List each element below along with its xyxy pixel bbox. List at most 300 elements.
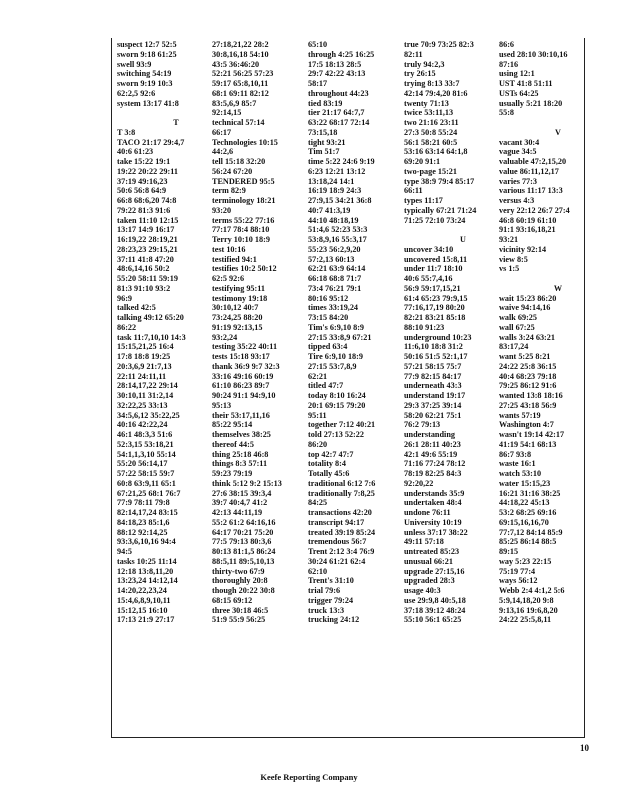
index-entry: thirty-two 67:9 bbox=[212, 566, 265, 576]
index-entry: use 29:9,8 40:5,18 bbox=[404, 595, 466, 605]
index-entry: 75:19 77:4 bbox=[499, 566, 536, 576]
index-entry: 27:6 38:15 39:3,4 bbox=[212, 488, 272, 498]
index-entry: 86:22 bbox=[117, 322, 137, 332]
index-entry: 63:22 68:17 72:14 bbox=[308, 118, 370, 127]
index-entry: thereof 44:5 bbox=[212, 439, 254, 449]
index-entry: times 33:19,24 bbox=[308, 303, 359, 313]
index-entry: told 27:13 52:22 bbox=[308, 430, 364, 439]
index-entry: 62:2,5 92:6 bbox=[117, 88, 156, 98]
index-entry: tasks 10:25 11:14 bbox=[117, 556, 177, 566]
index-entry: 53:8,9,16 55:3,17 bbox=[308, 235, 367, 244]
letter-heading: T bbox=[173, 118, 179, 127]
index-entry: 88:5,11 89:5,10,13 bbox=[212, 556, 275, 566]
index-entry: varies 77:3 bbox=[499, 176, 537, 186]
index-entry: upgrade 27:15,16 bbox=[404, 566, 465, 576]
index-entry: 62:10 bbox=[308, 566, 328, 576]
index-entry: 85:25 86:14 88:5 bbox=[499, 537, 557, 547]
index-entry: thank 36:9 9:7 32:3 bbox=[212, 361, 280, 371]
index-entry: treated 39:19 85:24 bbox=[308, 527, 376, 537]
index-entry: 57:2,13 60:13 bbox=[308, 254, 355, 264]
index-entry: upgraded 28:3 bbox=[404, 576, 455, 586]
index-entry: 55:20 58:11 59:19 bbox=[117, 274, 178, 283]
index-entry: 37:18 39:12 48:24 bbox=[404, 605, 466, 615]
index-entry: Totally 45:6 bbox=[308, 469, 350, 478]
index-entry: sworn 9:18 61:25 bbox=[117, 49, 177, 59]
index-entry: 65:10 bbox=[308, 40, 328, 49]
index-entry: 85:22 95:14 bbox=[212, 420, 253, 430]
index-entry: 62:21 63:9 64:14 bbox=[308, 264, 366, 274]
index-entry: 16:19 18:9 24:3 bbox=[308, 186, 362, 196]
index-entry: waive 94:14,16 bbox=[499, 303, 551, 313]
index-entry: 73:15 84:20 bbox=[308, 313, 349, 322]
index-entry: themselves 38:25 bbox=[212, 430, 271, 439]
index-entry: 80:13 81:1,5 86:24 bbox=[212, 547, 276, 556]
index-entry: untreated 85:23 bbox=[404, 547, 460, 556]
index-entry: underground 10:23 bbox=[404, 332, 472, 342]
index-entry: totality 8:4 bbox=[308, 459, 346, 469]
index-entry: wants 57:19 bbox=[499, 410, 541, 420]
index-entry: 33:16 49:16 60:19 bbox=[212, 371, 274, 381]
index-entry: 64:17 70:21 75:20 bbox=[212, 527, 274, 537]
index-entry: types 11:17 bbox=[404, 196, 443, 205]
index-entry: 9:13,16 19:6,8,20 bbox=[499, 605, 558, 615]
index-entry: usage 40:3 bbox=[404, 586, 441, 595]
index-entry: 82:11 bbox=[404, 49, 423, 59]
index-entry: University 10:19 bbox=[404, 517, 462, 527]
index-entry: 92:14,15 bbox=[212, 108, 242, 118]
index-entry: 55:2 61:2 64:16,16 bbox=[212, 517, 276, 527]
index-entry: sworn 9:19 10:3 bbox=[117, 79, 173, 88]
index-entry: 58:17 bbox=[308, 79, 328, 88]
index-entry: usually 5:21 18:20 bbox=[499, 98, 563, 108]
index-entry: switching 54:19 bbox=[117, 69, 172, 79]
index-entry: 86:6 bbox=[499, 40, 515, 49]
index-entry: understands 35:9 bbox=[404, 488, 465, 498]
index-entry: time 5:22 24:6 9:19 bbox=[308, 157, 375, 166]
index-entry: 16:19,22 28:19,21 bbox=[117, 235, 178, 244]
index-entry: 96:9 bbox=[117, 293, 133, 303]
index-entry: three 30:18 46:5 bbox=[212, 605, 269, 615]
index-entry: transcript 94:17 bbox=[308, 517, 365, 527]
index-entry: uncover 34:10 bbox=[404, 244, 454, 254]
index-entry: through 4:25 16:25 bbox=[308, 49, 375, 59]
index-entry: 88:12 92:14,25 bbox=[117, 527, 168, 537]
index-entry: 27:15 33:8,9 67:21 bbox=[308, 332, 372, 342]
index-entry: waste 16:1 bbox=[499, 459, 536, 469]
index-entry: T 3:8 bbox=[117, 127, 136, 137]
index-entry: uncovered 15:8,11 bbox=[404, 254, 468, 264]
index-entry: trial 79:6 bbox=[308, 586, 341, 595]
index-entry: 66:18 68:8 71:7 bbox=[308, 274, 362, 283]
index-entry: 56:1 58:21 60:5 bbox=[404, 137, 458, 147]
index-entry: 27:25 43:18 56:9 bbox=[499, 400, 557, 410]
index-entry: 89:15 bbox=[499, 547, 519, 556]
index-entry: 30:10,12 40:7 bbox=[212, 303, 259, 313]
index-entry: their 53:17,11,16 bbox=[212, 410, 270, 420]
index-entry: term 82:9 bbox=[212, 186, 246, 196]
index-entry: 55:10 56:1 65:25 bbox=[404, 615, 462, 625]
index-entry: 50:6 56:8 64:9 bbox=[117, 186, 167, 196]
index-entry: 40:6 61:23 bbox=[117, 147, 154, 157]
index-entry: Webb 2:4 4:1,2 5:6 bbox=[499, 586, 565, 595]
index-entry: 39:7 40:4,7 41:2 bbox=[212, 498, 268, 508]
page-number: 10 bbox=[580, 743, 589, 753]
index-entry: watch 53:10 bbox=[499, 469, 542, 478]
index-entry: 42:1 49:6 55:19 bbox=[404, 449, 458, 459]
index-entry: Tire 6:9,10 18:9 bbox=[308, 352, 363, 361]
index-entry: 16:21 31:16 38:25 bbox=[499, 488, 561, 498]
index-entry bbox=[499, 274, 617, 284]
index-entry: things 8:3 57:11 bbox=[212, 459, 268, 469]
index-entry: 17:13 21:9 27:17 bbox=[117, 615, 175, 625]
index-entry: twenty 71:13 bbox=[404, 98, 449, 108]
index-entry: terminology 18:21 bbox=[212, 196, 276, 205]
index-entry: versus 4:3 bbox=[499, 196, 535, 205]
index-entry: throughout 44:23 bbox=[308, 88, 369, 98]
index-entry: 43:5 36:46:20 bbox=[212, 59, 260, 69]
index-entry: 27:18,21,22 28:2 bbox=[212, 40, 269, 49]
index-entry: 24:22 25:8 36:15 bbox=[499, 361, 557, 371]
index-entry: 29:3 37:25 39:14 bbox=[404, 400, 462, 410]
index-entry: 67:21,25 68:1 76:7 bbox=[117, 488, 181, 498]
index-entry: 71:25 72:10 73:24 bbox=[404, 215, 466, 225]
index-entry: 14:20,22,23,24 bbox=[117, 586, 167, 595]
index-entry: 83:5,6,9 85:7 bbox=[212, 98, 257, 108]
index-entry: 44:10 48:18,19 bbox=[308, 215, 359, 225]
index-entry: using 12:1 bbox=[499, 69, 535, 79]
index-entry: two-page 15:21 bbox=[404, 166, 457, 176]
index-entry: 49:11 57:18 bbox=[404, 537, 444, 547]
index-entry: system 13:17 41:8 bbox=[117, 98, 179, 108]
index-entry: thing 25:18 46:8 bbox=[212, 449, 269, 459]
index-entry: very 22:12 26:7 27:4 bbox=[499, 205, 570, 215]
index-entry: 42:13 44:11,19 bbox=[212, 508, 263, 517]
index-entry: 77:17 78:4 88:10 bbox=[212, 225, 270, 235]
index-entry: 32:22,25 33:13 bbox=[117, 400, 168, 410]
index-entry: 92:20,22 bbox=[404, 478, 434, 488]
index-entry: 79:22 81:3 91:6 bbox=[117, 205, 171, 215]
index-entry: 53:2 68:25 69:16 bbox=[499, 508, 557, 517]
index-entry: 34:5,6,12 35:22,25 bbox=[117, 410, 180, 420]
index-entry: 48:6,14,16 50:2 bbox=[117, 264, 170, 274]
index-entry: 37:11 41:8 47:20 bbox=[117, 254, 174, 264]
index-entry: 83:17,24 bbox=[499, 342, 529, 352]
index-entry: tier 21:17 64:7,7 bbox=[308, 108, 365, 118]
index-entry: 82:21 83:21 85:18 bbox=[404, 313, 466, 322]
index-entry: 62:21 bbox=[308, 371, 328, 381]
index-entry: Tim 51:7 bbox=[308, 147, 340, 157]
index-entry: 28:23,23 29:15,21 bbox=[117, 244, 178, 254]
index-entry: testified 94:1 bbox=[212, 254, 257, 264]
index-entry: type 38:9 79:4 85:17 bbox=[404, 176, 475, 186]
index-entry: 15:12,15 16:10 bbox=[117, 605, 168, 615]
index-entry: 77:16,17,19 80:20 bbox=[404, 303, 465, 313]
index-entry: value 86:11,12,17 bbox=[499, 166, 559, 176]
index-entry: 94:5 bbox=[117, 547, 133, 556]
index-entry: 56:24 67:20 bbox=[212, 166, 253, 176]
index-entry: 40:16 42:22,24 bbox=[117, 420, 168, 430]
index-entry: 93:21 bbox=[499, 235, 519, 244]
index-entry: 30:8,16,18 54:10 bbox=[212, 49, 269, 59]
index-entry: USTs 64:25 bbox=[499, 88, 539, 98]
index-entry: various 11:17 13:3 bbox=[499, 186, 563, 196]
index-entry: 12:18 13:8,11,20 bbox=[117, 566, 174, 576]
index-entry: unless 37:17 38:22 bbox=[404, 527, 468, 537]
index-entry: 73:24,25 88:20 bbox=[212, 313, 263, 322]
index-entry: testing 35:22 40:11 bbox=[212, 342, 278, 352]
index-entry: 78:19 82:25 84:3 bbox=[404, 469, 462, 478]
index-entry: tell 15:18 32:20 bbox=[212, 157, 266, 166]
index-entry: 87:16 bbox=[499, 59, 519, 69]
index-entry: 54:1,1,3,10 55:14 bbox=[117, 449, 176, 459]
index-entry: 62:5 92:6 bbox=[212, 274, 245, 283]
index-entry: traditional 6:12 7:6 bbox=[308, 478, 376, 488]
index-entry bbox=[499, 118, 617, 128]
index-entry: together 7:12 40:21 bbox=[308, 420, 376, 430]
index-entry: under 11:7 18:10 bbox=[404, 264, 463, 274]
index-entry: 37:19 49:16,23 bbox=[117, 176, 168, 186]
index-entry: 44:2,6 bbox=[212, 147, 234, 157]
index-entry: 20:3,6,9 21:7,13 bbox=[117, 361, 172, 371]
index-entry: valuable 47:2,15,20 bbox=[499, 157, 567, 166]
index-entry: understanding bbox=[404, 430, 455, 439]
index-entry: want 5:25 8:21 bbox=[499, 352, 551, 361]
index-entry: task 11:7,10,10 14:3 bbox=[117, 332, 186, 342]
index-entry: 81:3 91:10 93:2 bbox=[117, 283, 171, 293]
index-entry: 17:5 18:13 28:5 bbox=[308, 59, 362, 69]
index-entry: 41:19 54:1 68:13 bbox=[499, 439, 557, 449]
index-entry: swell 93:9 bbox=[117, 59, 152, 69]
index-entry: trigger 79:24 bbox=[308, 595, 354, 605]
index-entry: 15:4,6,8,9,10,11 bbox=[117, 595, 171, 605]
index-entry: vague 34:5 bbox=[499, 147, 537, 157]
index-entry: undertaken 48:4 bbox=[404, 498, 462, 508]
index-entry: truly 94:2,3 bbox=[404, 59, 445, 69]
index-entry: 26:1 28:11 40:23 bbox=[404, 439, 461, 449]
index-column-5 bbox=[499, 40, 617, 625]
index-entry: thoroughly 20:8 bbox=[212, 576, 268, 586]
index-entry: TACO 21:17 29:4,7 bbox=[117, 137, 185, 147]
index-entry: Technologies 10:15 bbox=[212, 137, 278, 147]
index-entry: tight 93:21 bbox=[308, 137, 346, 147]
index-entry: traditionally 7:8,25 bbox=[308, 488, 375, 498]
index-entry: top 42:7 47:7 bbox=[308, 449, 354, 459]
index-entry: 90:24 91:1 94:9,10 bbox=[212, 391, 276, 400]
index-entry: 13:23,24 14:12,14 bbox=[117, 576, 178, 586]
index-entry: 57:22 58:15 59:7 bbox=[117, 469, 175, 478]
index-entry: 69:15,16,16,70 bbox=[499, 517, 549, 527]
index-entry: 5:9,14,18,20 9:8 bbox=[499, 595, 554, 605]
index-entry: 20:1 69:15 79:20 bbox=[308, 400, 366, 410]
index-entry: 73:4 76:21 79:1 bbox=[308, 283, 362, 293]
index-entry: 88:10 91:23 bbox=[404, 322, 445, 332]
index-entry: 91:19 92:13,15 bbox=[212, 322, 263, 332]
index-entry: though 20:22 30:8 bbox=[212, 586, 275, 595]
index-entry: 73:15,18 bbox=[308, 127, 338, 137]
index-entry: 93:3,6,10,16 94:4 bbox=[117, 537, 176, 547]
index-entry: 46:8 60:19 61:10 bbox=[499, 215, 557, 225]
index-entry: 6:23 12:21 13:12 bbox=[308, 166, 366, 176]
index-entry: 15:15,21,25 16:4 bbox=[117, 342, 174, 352]
index-entry: ways 56:12 bbox=[499, 576, 538, 586]
index-entry: Tim's 6:9,10 8:9 bbox=[308, 322, 365, 332]
index-entry: 59:17 65:8,10,11 bbox=[212, 79, 269, 88]
index-entry: 86:20 bbox=[308, 439, 328, 449]
index-entry: 68:15 69:12 bbox=[212, 595, 253, 605]
index-entry: 79:25 86:12 91:6 bbox=[499, 381, 557, 391]
index-entry: 51:9 55:9 56:25 bbox=[212, 615, 266, 625]
index-entry: vs 1:5 bbox=[499, 264, 520, 274]
index-entry: 91:1 93:16,18,21 bbox=[499, 225, 556, 235]
index-entry: 51:4,6 52:23 53:3 bbox=[308, 225, 368, 235]
index-entry: suspect 12:7 52:5 bbox=[117, 40, 177, 49]
index-entry: 93:2,24 bbox=[212, 332, 238, 342]
index-entry: testimony 19:18 bbox=[212, 293, 268, 303]
index-entry: 66:11 bbox=[404, 186, 423, 196]
index-entry: 77:5 79:13 80:3,6 bbox=[212, 537, 272, 547]
index-entry: walls 3:24 63:21 bbox=[499, 332, 555, 342]
index-entry: 61:10 86:23 89:7 bbox=[212, 381, 270, 391]
index-entry: 77:7,12 84:14 85:9 bbox=[499, 527, 563, 537]
index-entry: transactions 42:20 bbox=[308, 508, 372, 517]
index-entry: 42:14 79:4,20 81:6 bbox=[404, 88, 468, 98]
index-entry: underneath 43:3 bbox=[404, 381, 462, 391]
index-entry: 13:17 14:9 16:17 bbox=[117, 225, 175, 235]
index-entry: 68:1 69:11 82:12 bbox=[212, 88, 269, 98]
index-entry: vacant 30:4 bbox=[499, 137, 540, 147]
index-entry: Terry 10:10 18:9 bbox=[212, 235, 270, 244]
index-entry: talking 49:12 65:20 bbox=[117, 313, 184, 322]
index-entry: 66:17 bbox=[212, 127, 232, 137]
index-entry: trucking 24:12 bbox=[308, 615, 360, 625]
index-entry: typically 67:21 71:24 bbox=[404, 205, 477, 215]
index-entry: 66:8 68:6,20 74:8 bbox=[117, 196, 177, 205]
index-entry: 52:3,15 53:18,21 bbox=[117, 439, 174, 449]
index-entry: 30:10,11 31:2,14 bbox=[117, 391, 174, 400]
index-entry: 28:14,17,22 29:14 bbox=[117, 381, 178, 391]
index-entry: 82:14,17,24 83:15 bbox=[117, 508, 178, 517]
index-entry: understand 19:17 bbox=[404, 391, 466, 400]
index-entry: 53:16 63:14 64:1,8 bbox=[404, 147, 468, 157]
index-entry: wait 15:23 86:20 bbox=[499, 293, 557, 303]
index-entry: 93:20 bbox=[212, 205, 232, 215]
index-entry: 61:4 65:23 79:9,15 bbox=[404, 293, 468, 303]
index-entry: test 10:16 bbox=[212, 244, 246, 254]
index-entry: 80:16 95:12 bbox=[308, 293, 349, 303]
index-entry: 19:22 20:22 29:11 bbox=[117, 166, 178, 176]
index-entry: 76:2 79:13 bbox=[404, 420, 441, 430]
index-entry: try 26:15 bbox=[404, 69, 436, 79]
index-entry: technical 57:14 bbox=[212, 118, 265, 127]
index-entry: terms 55:22 77:16 bbox=[212, 215, 275, 225]
index-entry: 55:20 56:14,17 bbox=[117, 459, 168, 469]
index-entry: 59:23 79:19 bbox=[212, 469, 253, 478]
index-entry: wall 67:25 bbox=[499, 322, 535, 332]
index-entry: 55:8 bbox=[499, 108, 515, 118]
index-entry: 84:25 bbox=[308, 498, 328, 508]
index-entry: water 15:15,23 bbox=[499, 478, 551, 488]
index-entry: 77:9 82:15 84:17 bbox=[404, 371, 462, 381]
index-entry: TENDERED 95:5 bbox=[212, 176, 275, 186]
index-entry: 71:16 77:24 78:12 bbox=[404, 459, 466, 469]
index-entry: undone 76:11 bbox=[404, 508, 451, 517]
index-entry: 55:23 56:2,9,20 bbox=[308, 244, 361, 254]
index-entry: take 15:22 19:1 bbox=[117, 157, 171, 166]
index-entry: unusual 66:21 bbox=[404, 556, 453, 566]
index-entry: 84:18,23 85:1,6 bbox=[117, 517, 170, 527]
index-entry: 40:4 68:23 79:18 bbox=[499, 371, 557, 381]
index-entry: two 21:16 23:11 bbox=[404, 118, 459, 127]
index-entry: true 70:9 73:25 82:3 bbox=[404, 40, 474, 49]
index-entry: 27:15 53:7,8,9 bbox=[308, 361, 357, 371]
index-entry: 30:24 61:21 62:4 bbox=[308, 556, 366, 566]
index-entry: 13:18,24 14:1 bbox=[308, 176, 355, 186]
index-entry: 56:9 59:17,15,21 bbox=[404, 283, 461, 293]
index-entry: trying 8:13 33:7 bbox=[404, 79, 460, 88]
index-entry: used 28:10 30:10,16 bbox=[499, 49, 568, 59]
index-entry: Washington 4:7 bbox=[499, 420, 554, 430]
index-entry: truck 13:3 bbox=[308, 605, 345, 615]
index-entry: view 8:5 bbox=[499, 254, 528, 264]
index-entry: testifying 95:11 bbox=[212, 283, 265, 293]
index-entry: 29:7 42:22 43:13 bbox=[308, 69, 366, 79]
index-entry: UST 41:8 51:11 bbox=[499, 79, 553, 88]
index-entry: 44:18,22 45:13 bbox=[499, 498, 550, 508]
index-entry: wasn't 19:14 42:17 bbox=[499, 430, 565, 439]
index-entry: Trent's 31:10 bbox=[308, 576, 354, 586]
index-entry: tests 15:18 93:17 bbox=[212, 352, 270, 361]
index-entry: tied 83:19 bbox=[308, 98, 343, 108]
index-entry: 77:9 78:11 79:8 bbox=[117, 498, 170, 508]
index-entry: testifies 10:2 50:12 bbox=[212, 264, 277, 274]
index-entry: 17:8 18:8 19:25 bbox=[117, 352, 171, 361]
index-entry: 50:16 51:5 52:1,17 bbox=[404, 352, 468, 361]
index-entry: twice 53:11,13 bbox=[404, 108, 454, 118]
letter-heading: W bbox=[553, 283, 563, 293]
index-entry: 22:11 24:11,11 bbox=[117, 371, 167, 381]
letter-heading: V bbox=[555, 127, 561, 137]
index-entry: 69:20 91:1 bbox=[404, 157, 441, 166]
index-entry: walk 69:25 bbox=[499, 313, 537, 322]
index-entry: today 8:10 16:24 bbox=[308, 391, 366, 400]
index-entry: titled 47:7 bbox=[308, 381, 344, 391]
index-entry: 60:8 63:9,11 65:1 bbox=[117, 478, 176, 488]
index-entry: 27:9,15 34:21 36:8 bbox=[308, 196, 372, 205]
index-entry: 95:13 bbox=[212, 400, 232, 410]
index-entry: Trent 2:12 3:4 76:9 bbox=[308, 547, 375, 556]
index-entry: way 5:23 22:15 bbox=[499, 556, 552, 566]
index-entry: vicinity 92:14 bbox=[499, 244, 547, 254]
index-entry: 24:22 25:5,8,11 bbox=[499, 615, 552, 625]
index-entry: 40:7 41:3,19 bbox=[308, 205, 351, 215]
index-entry: taken 11:10 12:15 bbox=[117, 215, 179, 225]
index-entry: think 5:12 9:2 15:13 bbox=[212, 478, 282, 488]
letter-heading: U bbox=[460, 235, 466, 244]
index-entry: 58:20 62:21 75:1 bbox=[404, 410, 462, 420]
index-entry: talked 42:5 bbox=[117, 303, 156, 313]
index-entry: 86:7 93:8 bbox=[499, 449, 532, 459]
footer-company: Keefe Reporting Company bbox=[260, 772, 358, 782]
index-entry: 57:21 58:15 75:7 bbox=[404, 361, 462, 371]
index-entry: 11:6,10 18:8 31:2 bbox=[404, 342, 463, 352]
index-entry: 27:3 50:8 55:24 bbox=[404, 127, 458, 137]
index-entry: tipped 63:4 bbox=[308, 342, 348, 352]
index-entry: 52:21 56:25 57:23 bbox=[212, 69, 274, 79]
index-entry: wanted 13:8 18:16 bbox=[499, 391, 563, 400]
index-entry: 40:6 55:7,4,16 bbox=[404, 274, 453, 283]
index-entry: 95:11 bbox=[308, 410, 327, 420]
index-entry: tremendous 56:7 bbox=[308, 537, 367, 547]
